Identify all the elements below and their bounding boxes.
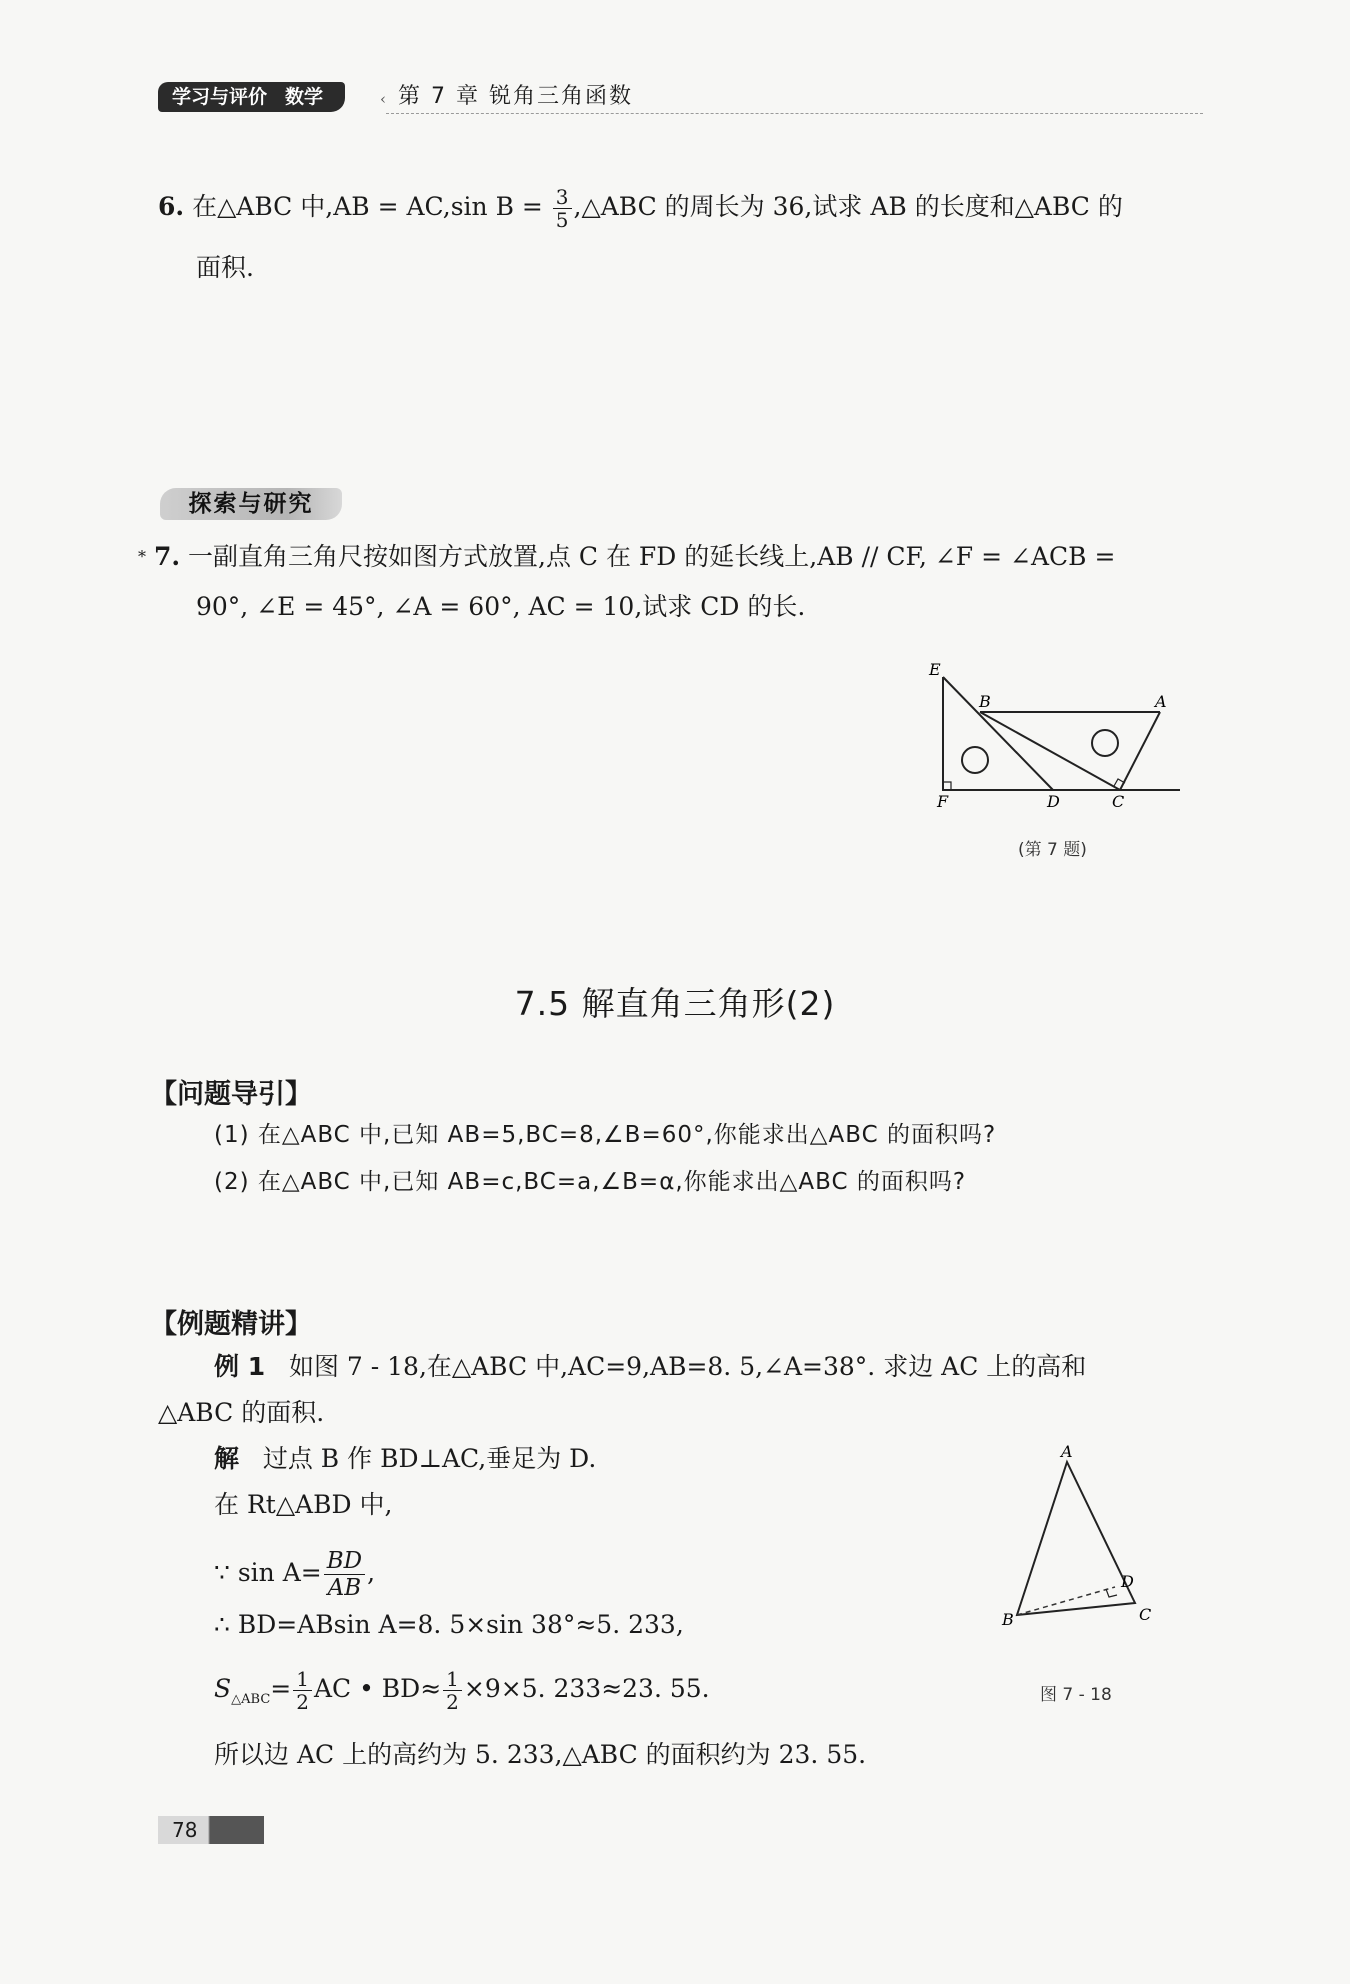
- question-7-figure-caption: (第 7 题): [1018, 840, 1087, 860]
- area-subscript: △ABC: [231, 1692, 271, 1707]
- solution-text-1: 过点 B 作 BD⊥AC,垂足为 D.: [262, 1444, 597, 1473]
- example-1-text-1: 如图 7 - 18,在△ABC 中,AC=9,AB=8. 5,∠A=38°. 求边 AC 上的高和: [288, 1352, 1087, 1381]
- area-equals: =: [270, 1674, 292, 1703]
- label-d: D: [1121, 1572, 1134, 1591]
- ruler-hole-right: [1092, 730, 1118, 756]
- right-angle-d: [1106, 1589, 1117, 1597]
- header-divider: [386, 113, 1203, 114]
- label-a: A: [1061, 1442, 1073, 1461]
- question-6-line-1: [158, 186, 1123, 231]
- question-6-text-b: ,△ABC 的周长为 36,试求 AB 的长度和△ABC 的: [573, 192, 1123, 221]
- fraction-bd: BD: [324, 1548, 365, 1575]
- label-a: A: [1155, 692, 1167, 711]
- question-6-number: 6.: [158, 192, 185, 221]
- label-c: C: [1139, 1605, 1152, 1624]
- header-chevron-icon: ‹: [380, 90, 386, 108]
- fraction-bd-ab: [324, 1548, 365, 1601]
- solution-area-line: [214, 1668, 710, 1717]
- fraction-half-1: [293, 1668, 312, 1713]
- label-b: B: [1002, 1610, 1014, 1629]
- solution-since-text: ∵ sin A=: [214, 1558, 322, 1587]
- half-denominator-1: 2: [296, 1690, 309, 1714]
- section-title: 7.5 解直角三角形(2): [514, 984, 836, 1023]
- question-6-text-a: 在△ABC 中,AB = AC,sin B =: [192, 192, 551, 221]
- area-mid: AC • BD≈: [313, 1674, 442, 1703]
- figure-7-18: [990, 1440, 1170, 1650]
- half-numerator-2: 1: [443, 1668, 462, 1691]
- examples-title: 【例题精讲】: [150, 1309, 312, 1340]
- question-7-text-1: 一副直角三角尺按如图方式放置,点 C 在 FD 的延长线上,AB // CF, ∠F = ∠ACB =: [188, 542, 1116, 571]
- label-b: B: [979, 692, 991, 711]
- ruler-hole-left: [962, 747, 988, 773]
- chapter-title: 第 7 章 锐角三角函数: [398, 84, 633, 109]
- fraction-denominator: 5: [555, 208, 569, 232]
- label-e: E: [929, 660, 941, 679]
- running-header: [158, 80, 1203, 116]
- half-denominator-2: 2: [446, 1690, 459, 1714]
- fraction-ab: AB: [327, 1575, 362, 1601]
- example-1-line-2: △ABC 的面积.: [158, 1398, 325, 1427]
- solution-line-1: [214, 1442, 596, 1476]
- subject-title: 数学: [285, 86, 324, 108]
- book-badge: [158, 82, 345, 112]
- guide-item-2: (2) 在△ABC 中,已知 AB=c,BC=a,∠B=α,你能求出△ABC 的面积吗?: [214, 1169, 967, 1195]
- label-f: F: [937, 792, 949, 811]
- page-number: 78: [158, 1816, 264, 1844]
- solution-therefore-line: ∴ BD=ABsin A=8. 5×sin 38°≈5. 233,: [214, 1610, 684, 1639]
- triangle-abc: [1017, 1462, 1135, 1615]
- solution-since-line: [214, 1548, 375, 1601]
- example-1-label: 例 1: [214, 1352, 266, 1381]
- question-7-figure: [925, 655, 1195, 820]
- edge-bc: [980, 712, 1120, 790]
- guide-item-1: (1) 在△ABC 中,已知 AB=5,BC=8,∠B=60°,你能求出△ABC 的面积吗?: [214, 1122, 997, 1148]
- question-7-line-2: 90°, ∠E = 45°, ∠A = 60°, AC = 10,试求 CD 的长.: [196, 592, 806, 621]
- question-6-line-2: 面积.: [196, 253, 254, 282]
- label-c: C: [1112, 792, 1125, 811]
- explore-section-tag: 探索与研究: [160, 488, 342, 520]
- label-d: D: [1047, 792, 1060, 811]
- question-7-line-1: [138, 540, 1115, 574]
- example-1-line-1: [214, 1350, 1086, 1384]
- solution-conclusion: 所以边 AC 上的高约为 5. 233,△ABC 的面积约为 23. 55.: [214, 1740, 867, 1769]
- area-symbol: S: [214, 1674, 232, 1703]
- solution-since-tail: ,: [367, 1558, 376, 1587]
- question-7-number: 7.: [153, 542, 181, 571]
- guide-title: 【问题导引】: [150, 1079, 312, 1110]
- edge-ac: [1120, 712, 1160, 790]
- figure-7-18-caption: 图 7 - 18: [1040, 1685, 1112, 1705]
- half-numerator-1: 1: [293, 1668, 312, 1691]
- edge-ed: [943, 677, 1053, 790]
- solution-line-2: 在 Rt△ABD 中,: [214, 1490, 393, 1519]
- right-angle-f: [943, 782, 951, 790]
- book-title: 学习与评价: [172, 86, 268, 108]
- fraction-3-5: [553, 186, 572, 231]
- fraction-half-2: [443, 1668, 462, 1713]
- solution-label: 解: [214, 1444, 240, 1473]
- question-7-star: *: [138, 547, 146, 566]
- area-tail: ×9×5. 233≈23. 55.: [463, 1674, 710, 1703]
- fraction-numerator: 3: [553, 186, 572, 209]
